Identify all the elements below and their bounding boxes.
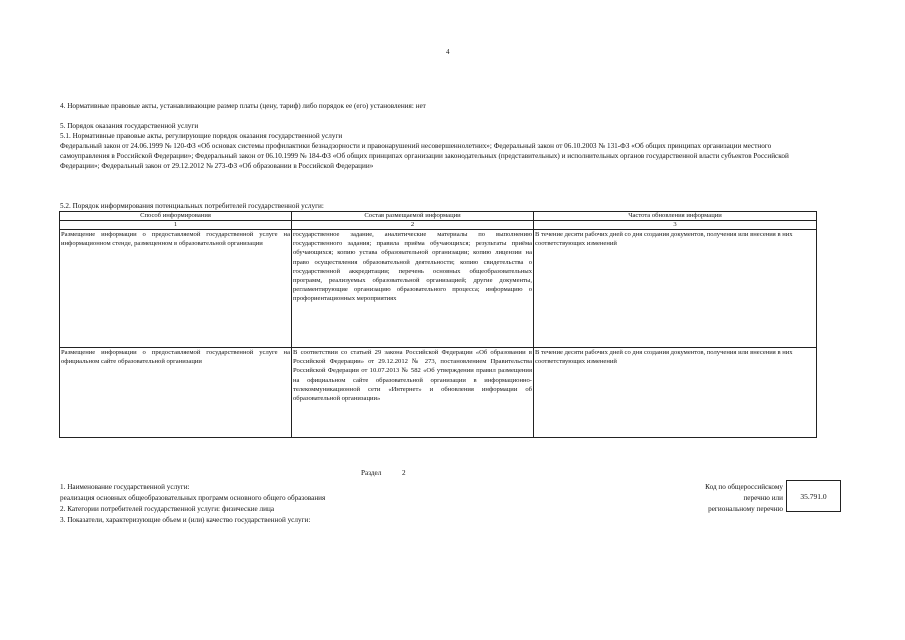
section-4-legal-acts-fee: 4. Нормативные правовые акты, устанавливающие размер платы (цену, тариф) либо порядок ее (его) установления: нет <box>60 102 426 110</box>
table-header-method: Способ информирования <box>60 212 292 221</box>
section-heading-label: Раздел <box>361 469 382 477</box>
informing-table <box>59 211 817 438</box>
table-header-frequency: Частота обновления информации <box>534 212 817 221</box>
consumer-category: 2. Категории потребителей государственной услуги: физические лица <box>60 505 275 513</box>
section-5-title: 5. Порядок оказания государственной услуги <box>60 122 199 130</box>
indicators-heading: 3. Показатели, характеризующие объем и (или) качество государственной услуги: <box>60 516 311 524</box>
table-cell-frequency: В течение десяти рабочих дней со дня создания документов, получения или внесения в них соответствующих изменений <box>534 230 817 348</box>
table-row <box>60 348 817 438</box>
table-row <box>60 230 817 348</box>
table-col-number: 1 <box>60 221 292 230</box>
table-cell-content: В соответствии со статьей 29 закона Российской Федерации «Об образовании в Российской Федерации» от 29.12.2012 № 273, постановлением Правительства Российской Федерации от 10.07.2013 № 582 «Об утверждении правил размещения на официальном сайте образовательной организации в информационно-телекоммуникационной сети «Интернет» и обновления информации об образовательной организации» <box>292 348 534 438</box>
service-name-value: реализация основных общеобразовательных программ основного общего образования <box>60 494 326 502</box>
service-code-value: 35.791.0 <box>800 491 827 501</box>
table-col-number: 2 <box>292 221 534 230</box>
table-number-row <box>60 221 817 230</box>
table-header-row <box>60 212 817 221</box>
service-name-label: 1. Наименование государственной услуги: <box>60 483 190 491</box>
section-5-1-title: 5.1. Нормативные правовые акты, регулирующие порядок оказания государственной услуги <box>60 132 343 140</box>
code-label-line-3: региональному перечню <box>708 505 783 513</box>
table-cell-method: Размещение информации о предоставляемой государственной услуге на официальном сайте образовательной организации <box>60 348 292 438</box>
table-header-content: Состав размещаемой информации <box>292 212 534 221</box>
table-cell-frequency: В течение десяти рабочих дней со дня создания документов, получения или внесения в них соответствующих изменений <box>534 348 817 438</box>
code-label-line-2: перечню или <box>743 494 783 502</box>
code-label-line-1: Код по общероссийскому <box>705 483 783 491</box>
section-5-2-title: 5.2. Порядок информирования потенциальных потребителей государственной услуги: <box>60 202 324 210</box>
table-cell-method: Размещение информации о предоставляемой государственной услуге на информационном стенде, размещенном в образовательной организации <box>60 230 292 348</box>
section-heading-number: 2 <box>402 469 406 477</box>
table-cell-content: государственное задание, аналитические материалы по выполнению государственного задания; правила приёма обучающихся; результаты приёма обучающихся; копию устава образовательной организации; копию лицензии на право осуществления образовательной деятельности; копию свидетельства о государственной аккредитации; перечень основных общеобразовательных программ, реализуемых образовательной организацией; другие документы, регламентирующие организацию образовательного процесса; информацию о профориентационных мероприятиях <box>292 230 534 348</box>
service-code-box <box>786 480 841 512</box>
table-col-number: 3 <box>534 221 817 230</box>
page-number: 4 <box>446 48 450 56</box>
section-5-1-text: Федеральный закон от 24.06.1999 № 120-ФЗ «Об основах системы профилактики безнадзорности и правонарушений несовершеннолетних»; Федеральный закон от 06.10.2003 № 131-ФЗ «Об общих принципах организации местного самоуправления в Российской Федерации»; Федеральный закон от 06.10.1999 № 184-ФЗ «Об общих принципах организации законодательных (представительных) и исполнительных органов государственной власти субъектов Российской Федерации»; Федеральный закон от 29.12.2012 № 273-ФЗ «Об образовании в Российской Федерации» <box>60 142 789 170</box>
